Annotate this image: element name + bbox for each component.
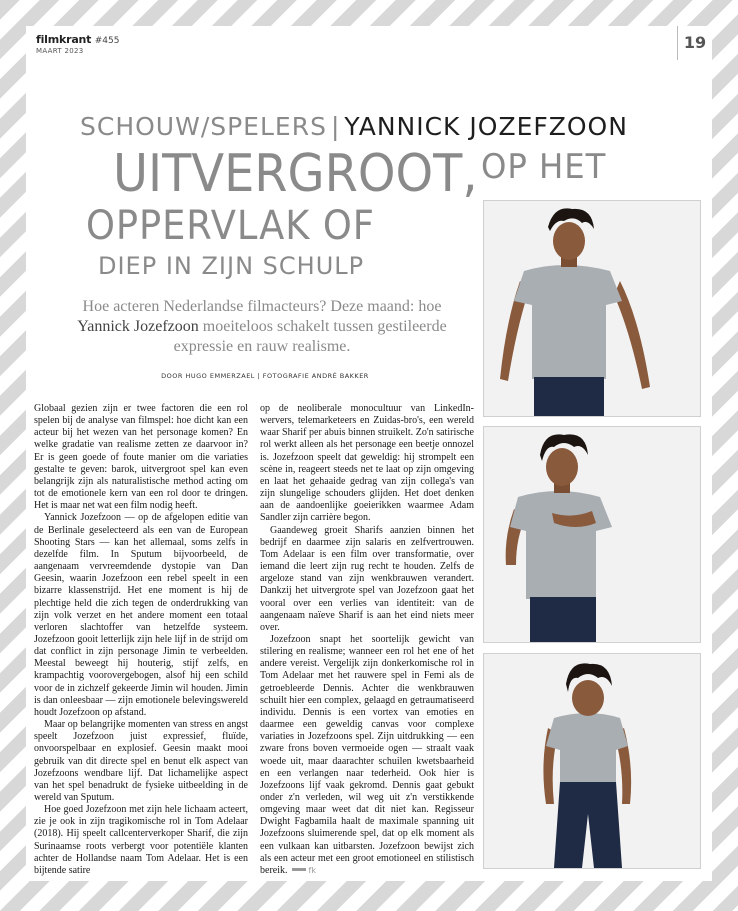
- signoff-mark: fk: [308, 865, 316, 875]
- issue-number: #455: [94, 36, 120, 46]
- body-column-2: [260, 403, 474, 877]
- head: [553, 222, 585, 260]
- body-column-1: [34, 403, 248, 877]
- paragraph: op de neoliberale monocultuur van LinkedIn-wervers, telemarketeers en Zuidas-bro's, een wereld waar Sharif per abuis binnen struikelt. Zo'n satirische rol werkt alleen als het personage een beetje onnozel is. Jozefzoon speelt dat geweldig: hij strompelt een scène in, reageert steeds net te laat op zijn omgeving en laat het gehaaide gedrag van zijn collega's van zijn slungelige schouders glijden. Het doet denken aan de aandoenlijke goeierikken waarmee Adam Sandler zijn carrière begon.: [260, 403, 474, 524]
- kicker-separator: |: [330, 112, 341, 141]
- head: [572, 680, 604, 716]
- intro-part-1: Hoe acteren Nederlandse filmacteurs? Deze maand: hoe: [82, 298, 442, 315]
- actor-figure-hand-on-chest: [484, 427, 700, 642]
- photo-standing: [483, 200, 701, 417]
- paragraph: Globaal gezien zijn er twee factoren die een rol spelen bij de analyse van filmspel: hoe dicht kan een acteur bij het wezen van het personage komen? En welke gradatie van realisme zetten ze daarvoor in? Er is geen goede of foute manier om die variaties gestalte te geven: barok, uitvergroot spel kan even belangrijk zijn als naturalistische method acting om tot de emotionele kern van een rol door te dringen. Het is maar net wat een film nodig heeft.: [34, 403, 248, 512]
- paragraph: Yannick Jozefzoon — op de afgelopen editie van de Berlinale geselecteerd als een van de European Shooting Stars — kan het allemaal, soms zelfs in dezelfde film. In Sputum bijvoorbeeld, de aangenaam vervreemdende dystopie van Dan Geesin, waarin Jozefzoon een rebel speelt in een bizarre klassenstrijd. Het ene moment is hij de plechtige held die zich tegen de onderdrukking van zijn volk verzet en het andere moment een totaal verloren slachtoffer van hetzelfde systeem. Jozefzoon gooit letterlijk zijn hele lijf in de strijd om dat conflict in zijn personage Jimin te verbeelden. Meestal beweegt hij houterig, stijf zelfs, en krampachtig voorovergebogen, alsof hij een schild voor de in zichzelf gekeerde Jimin wil houden. Jimin is dan onleesbaar — zijn emotionele belevingswereld houdt Jozefzoon op afstand.: [34, 512, 248, 718]
- headline-line-4: DIEP IN ZIJN SCHULP: [98, 252, 365, 280]
- intro-highlight: Yannick Jozefzoon: [77, 318, 199, 335]
- byline: DOOR HUGO EMMERZAEL | FOTOGRAFIE ANDRÉ BAKKER: [161, 372, 369, 380]
- intro-part-2: moeiteloos schakelt tussen gestileerde expressie en rauw realisme.: [173, 318, 447, 355]
- photo-bent-forward: [483, 653, 701, 869]
- end-mark: [292, 868, 306, 871]
- headline-line-3: OPPERVLAK OF: [86, 203, 375, 249]
- page-number: 19: [677, 26, 712, 60]
- issue-date: MAART 2023: [36, 47, 84, 55]
- paragraph: Maar op belangrijke momenten van stress en angst speelt Jozefzoon juist expressief, fluïde, onvoorspelbaar en explosief. Geesin maakt mooi gebruik van dit directe spel en benut elk aspect van Jozefzoons wendbare lijf. Dat lichamelijke aspect van het spel benadrukt de fysieke uitbeelding in de wereld van Sputum.: [34, 719, 248, 803]
- intro-lead: [62, 297, 462, 357]
- magazine-brand: [36, 33, 119, 55]
- head: [546, 448, 578, 486]
- brand-name: filmkrant: [36, 33, 92, 46]
- series-label: SCHOUW/SPELERS: [80, 112, 327, 141]
- actor-name: YANNICK JOZEFZOON: [344, 112, 628, 141]
- paragraph-last: [260, 634, 474, 877]
- actor-figure-standing: [484, 201, 700, 416]
- photo-hand-on-chest: [483, 426, 701, 643]
- paragraph: Gaandeweg groeit Sharifs aanzien binnen het bedrijf en daarmee zijn salaris en zelfvertrouwen. Tom Adelaar is een film over transformatie, over iemand die leert zijn rug recht te houden. Zelfs de argeloze stand van zijn wenkbrauwen verandert. Dankzij het uitvergrote spel van Jozefzoon gaat het vooral over een verlies van identiteit: van de aangenaam naïeve Sharif is aan het eind niets meer over.: [260, 524, 474, 633]
- paragraph-text: Jozefzoon snapt het soortelijk gewicht van stilering en realisme; wanneer een rol het ene of het andere vereist. Vergelijk zijn donkerkomische rol in Tom Adelaar met het rauwere spel in Femi als de getroebleerde Dennis. Achter die wenkbrauwen schuilt hier een complex, gelaagd en getraumatiseerd individu. Dennis is een vortex van emoties en daarmee een geweldig canvas voor complexe variaties in Jozefzoons spel. Zijn uitdrukking — een zware frons boven vermoeide ogen — straalt vaak woede uit, maar daarachter schuilen kwetsbaarheid en een verlangen naar tederheid. Ook hier is Jozefzoons lijf vaak gekromd. Dennis gaat gebukt onder z'n verleden, wil weg uit z'n verstikkende omgeving maar weet dat dit niet kan. Regisseur Dwight Fagbamila haalt de maximale spanning uit Jozefzoons sluimerende spel, dat op elk moment als een vulkaan kan uitbarsten. Jozefzoon bewijst zich als een acteur met een groot emotioneel en stilistisch bereik.: [260, 633, 474, 876]
- jeans: [534, 377, 604, 416]
- headline-line-2: OP HET: [481, 147, 607, 187]
- kicker: [80, 112, 640, 141]
- actor-figure-bent-forward: [484, 654, 700, 868]
- page-header: [26, 26, 712, 84]
- jeans: [530, 597, 596, 642]
- headline-line-1: UITVERGROOT,: [113, 144, 478, 204]
- paragraph: Hoe goed Jozefzoon met zijn hele lichaam acteert, zie je ook in zijn tragikomische rol in Tom Adelaar (2018). Hij speelt callcenterverkoper Sharif, die zijn Surinaamse roots verbergt voor potentiële klanten achter de Hollandse naam Tom Adelaar. Het is een bijtende satire: [34, 804, 248, 876]
